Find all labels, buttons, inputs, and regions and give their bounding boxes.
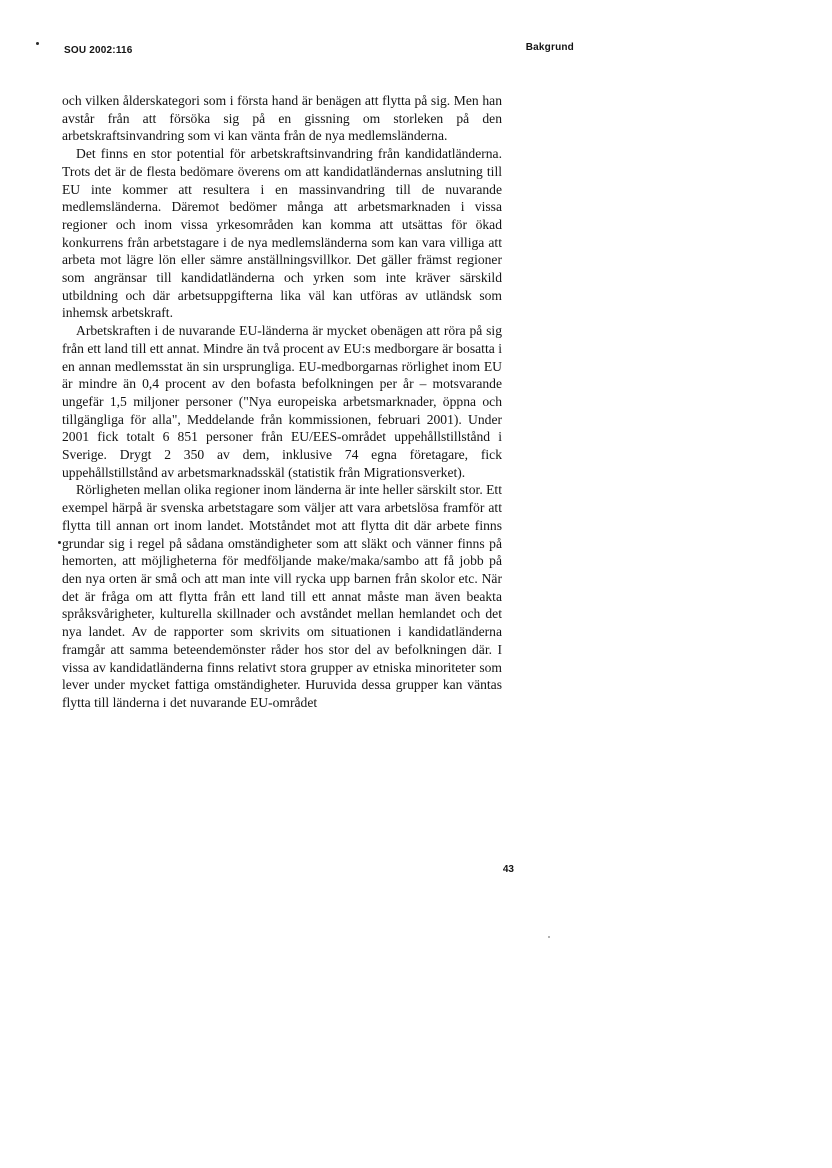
body-text — [62, 92, 502, 712]
paragraph-2: Det finns en stor potential för arbetskraftsinvandring från kandidatländerna. Trots det är de flesta bedömare överens om att kandidatländernas anslutning till EU inte kommer att resultera i en massinvandring till de nuvarande medlemsländerna. Däremot bedömer många att arbetsmarknaden i vissa regioner och inom vissa yrkesområden kan komma att utsättas för ökad konkurrens från arbetstagare i de nya medlemsländerna som kan vara villiga att arbeta mot lägre lön eller sämre anställningsvillkor. Det gäller främst regioner som angränsar till kandidatländerna och yrken som inte kräver särskild utbildning och där arbetsuppgifterna lika väl kan utföras av utländsk som inhemsk arbetskraft. — [62, 146, 502, 321]
paragraph-4: Rörligheten mellan olika regioner inom länderna är inte heller särskilt stor. Ett exempel härpå är svenska arbetstagare som väljer att vara arbetslösa framför att flytta till annan ort inom landet. Motståndet mot att flytta dit där arbete finns grundar sig i regel på sådana omständigheter som att släkt och vänner finns på hemorten, att möjligheterna för medföljande make/maka/sambo att få jobb på den nya orten är små och att man inte vill rycka upp barnen från skolor etc. När det är fråga om att flytta från ett land till ett annat måste man även beakta språksvårigheter, kulturella skillnader och avståndet mellan hemlandet och det nya landet. Av de rapporter som skrivits om situationen i kandidatländerna framgår att samma beteendemönster råder hos stor del av befolkningen där. I vissa av kandidatländerna finns relativt stora grupper av etniska minoriteter som lever under mycket fattiga omständigheter. Huruvida dessa grupper kan väntas flytta till länderna i det nuvarande EU-området — [62, 482, 502, 710]
paragraph-3: Arbetskraften i de nuvarande EU-länderna är mycket obenägen att röra på sig från ett land till ett annat. Mindre än två procent av EU:s medborgare är bosatta i en annan medlemsstat än sin ursprungliga. EU-medborgarnas rörlighet inom EU är mindre än 0,4 procent av den bofasta befolkningen per år – motsvarande ungefär 1,5 miljoner personer ("Nya europeiska arbetsmarknader, öppna och tillgängliga för alla", Meddelande från kommissionen, februari 2001). Under 2001 fick totalt 6 851 personer från EU/EES-området uppehållstillstånd i Sverige. Drygt 2 350 av dem, inklusive 74 egna företagare, fick uppehållstillstånd av arbetsmarknadsskäl (statistik från Migrationsverket). — [62, 323, 502, 480]
page-number: 43 — [502, 864, 514, 875]
scan-speck — [58, 541, 61, 544]
document-id: SOU 2002:116 — [64, 45, 133, 56]
running-header — [64, 42, 574, 58]
scan-speck — [36, 42, 39, 45]
section-name: Bakgrund — [525, 42, 574, 53]
scan-speck — [548, 936, 550, 938]
paragraph-1: och vilken ålderskategori som i första hand är benägen att flytta på sig. Men han avstår från att försöka sig på en gissning om storleken på den arbetskraftsinvandring som vi kan vänta från de nya medlemsländerna. — [62, 93, 502, 144]
